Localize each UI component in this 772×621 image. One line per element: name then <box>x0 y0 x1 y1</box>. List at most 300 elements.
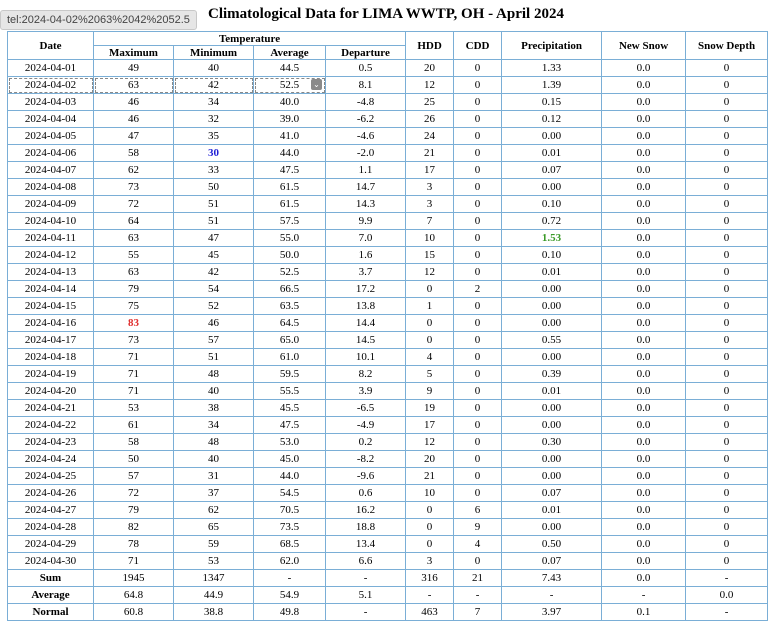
cell-date[interactable]: 2024-04-01 <box>8 60 94 77</box>
cell-minimum: 32 <box>174 111 254 128</box>
summary-cdd: 7 <box>454 604 502 621</box>
cell-cdd: 0 <box>454 179 502 196</box>
cell-average: 45.5 <box>254 400 326 417</box>
table-row <box>8 332 768 349</box>
cell-date[interactable]: 2024-04-15 <box>8 298 94 315</box>
cell-departure: 18.8 <box>326 519 406 536</box>
cell-maximum: 79 <box>94 281 174 298</box>
cell-precipitation: 0.00 <box>502 349 602 366</box>
cell-date[interactable]: 2024-04-28 <box>8 519 94 536</box>
header-maximum: Maximum <box>94 46 174 60</box>
cell-hdd: 0 <box>406 536 454 553</box>
table-row <box>8 281 768 298</box>
cell-hdd: 12 <box>406 264 454 281</box>
cell-departure: 14.3 <box>326 196 406 213</box>
header-new-snow: New Snow <box>602 32 686 60</box>
table-row <box>8 485 768 502</box>
cell-new-snow: 0.0 <box>602 298 686 315</box>
cell-hdd: 4 <box>406 349 454 366</box>
cell-new-snow: 0.0 <box>602 196 686 213</box>
cell-maximum: 63 <box>94 230 174 247</box>
cell-cdd: 4 <box>454 536 502 553</box>
cell-cdd: 0 <box>454 298 502 315</box>
cell-precipitation: 0.10 <box>502 196 602 213</box>
summary-departure: - <box>326 570 406 587</box>
table-row <box>8 94 768 111</box>
cell-cdd: 0 <box>454 94 502 111</box>
cell-precipitation: 0.30 <box>502 434 602 451</box>
cell-cdd: 0 <box>454 485 502 502</box>
cell-maximum: 55 <box>94 247 174 264</box>
cell-minimum: 47 <box>174 230 254 247</box>
table-row <box>8 111 768 128</box>
cell-new-snow: 0.0 <box>602 400 686 417</box>
cell-date[interactable]: 2024-04-02 <box>8 77 94 94</box>
cell-cdd: 6 <box>454 502 502 519</box>
cell-hdd: 3 <box>406 553 454 570</box>
cell-date[interactable]: 2024-04-04 <box>8 111 94 128</box>
cell-hdd: 26 <box>406 111 454 128</box>
cell-cdd: 2 <box>454 281 502 298</box>
cell-average: 59.5 <box>254 366 326 383</box>
cell-precipitation: 0.72 <box>502 213 602 230</box>
cell-snow-depth: 0 <box>686 366 768 383</box>
cell-snow-depth: 0 <box>686 298 768 315</box>
cell-new-snow: 0.0 <box>602 145 686 162</box>
cell-average: 61.0 <box>254 349 326 366</box>
cell-date[interactable]: 2024-04-30 <box>8 553 94 570</box>
cell-minimum: 51 <box>174 196 254 213</box>
cell-maximum: 79 <box>94 502 174 519</box>
cell-new-snow: 0.0 <box>602 434 686 451</box>
cell-cdd: 0 <box>454 417 502 434</box>
cell-cdd: 0 <box>454 247 502 264</box>
cell-precipitation: 0.00 <box>502 451 602 468</box>
cell-new-snow: 0.0 <box>602 383 686 400</box>
cell-average: 62.0 <box>254 553 326 570</box>
cell-average: 55.5 <box>254 383 326 400</box>
summary-cdd: 21 <box>454 570 502 587</box>
cell-minimum: 37 <box>174 485 254 502</box>
cell-precipitation: 0.50 <box>502 536 602 553</box>
summary-average: 49.8 <box>254 604 326 621</box>
cell-precipitation: 1.33 <box>502 60 602 77</box>
cell-snow-depth: 0 <box>686 230 768 247</box>
table-row <box>8 502 768 519</box>
table-row <box>8 536 768 553</box>
cell-hdd: 21 <box>406 468 454 485</box>
cell-departure: 8.2 <box>326 366 406 383</box>
cell-date[interactable]: 2024-04-12 <box>8 247 94 264</box>
cell-cdd: 0 <box>454 315 502 332</box>
header-precipitation: Precipitation <box>502 32 602 60</box>
cell-cdd: 0 <box>454 196 502 213</box>
cell-date[interactable]: 2024-04-03 <box>8 94 94 111</box>
cell-snow-depth: 0 <box>686 94 768 111</box>
cell-hdd: 20 <box>406 60 454 77</box>
summary-minimum: 38.8 <box>174 604 254 621</box>
cell-hdd: 0 <box>406 502 454 519</box>
cell-cdd: 0 <box>454 451 502 468</box>
cell-new-snow: 0.0 <box>602 536 686 553</box>
cell-cdd: 0 <box>454 400 502 417</box>
cell-hdd: 3 <box>406 179 454 196</box>
cell-date[interactable]: 2024-04-26 <box>8 485 94 502</box>
cell-date[interactable]: 2024-04-14 <box>8 281 94 298</box>
cell-date[interactable]: 2024-04-06 <box>8 145 94 162</box>
cell-minimum: 42 <box>174 264 254 281</box>
cell-precipitation: 0.01 <box>502 383 602 400</box>
cell-departure: -6.5 <box>326 400 406 417</box>
table-row <box>8 196 768 213</box>
cell-snow-depth: 0 <box>686 77 768 94</box>
cell-departure: 14.4 <box>326 315 406 332</box>
cell-maximum: 46 <box>94 111 174 128</box>
cell-minimum: 48 <box>174 434 254 451</box>
cell-new-snow: 0.0 <box>602 162 686 179</box>
cell-departure: 16.2 <box>326 502 406 519</box>
cell-date[interactable]: 2024-04-16 <box>8 315 94 332</box>
cell-maximum: 50 <box>94 451 174 468</box>
cell-hdd: 0 <box>406 519 454 536</box>
cell-departure: 8.1 <box>326 77 406 94</box>
cell-minimum: 35 <box>174 128 254 145</box>
cell-snow-depth: 0 <box>686 536 768 553</box>
cell-date[interactable]: 2024-04-21 <box>8 400 94 417</box>
cell-minimum: 31 <box>174 468 254 485</box>
summary-departure: - <box>326 604 406 621</box>
cell-average: 41.0 <box>254 128 326 145</box>
cell-new-snow: 0.0 <box>602 519 686 536</box>
cell-new-snow: 0.0 <box>602 451 686 468</box>
cell-cdd: 0 <box>454 77 502 94</box>
summary-snow-depth: - <box>686 604 768 621</box>
cell-average: 44.5 <box>254 60 326 77</box>
cell-new-snow: 0.0 <box>602 179 686 196</box>
cell-precipitation: 0.15 <box>502 94 602 111</box>
cell-departure: -4.6 <box>326 128 406 145</box>
summary-label: Average <box>8 587 94 604</box>
cell-maximum: 75 <box>94 298 174 315</box>
cell-average: 44.0 <box>254 145 326 162</box>
cell-hdd: 19 <box>406 400 454 417</box>
summary-precipitation: 3.97 <box>502 604 602 621</box>
cell-average: 50.0 <box>254 247 326 264</box>
cell-minimum: 65 <box>174 519 254 536</box>
cell-cdd: 0 <box>454 213 502 230</box>
cell-precipitation: 1.53 <box>502 230 602 247</box>
summary-hdd: 463 <box>406 604 454 621</box>
cell-hdd: 21 <box>406 145 454 162</box>
cell-average: 73.5 <box>254 519 326 536</box>
summary-new-snow: 0.1 <box>602 604 686 621</box>
cell-snow-depth: 0 <box>686 281 768 298</box>
cell-departure: 0.6 <box>326 485 406 502</box>
cell-maximum: 63 <box>94 264 174 281</box>
cell-new-snow: 0.0 <box>602 468 686 485</box>
header-cdd: CDD <box>454 32 502 60</box>
table-row <box>8 553 768 570</box>
cell-hdd: 7 <box>406 213 454 230</box>
cell-precipitation: 0.00 <box>502 400 602 417</box>
cell-departure: 0.2 <box>326 434 406 451</box>
header-minimum: Minimum <box>174 46 254 60</box>
cell-minimum: 38 <box>174 400 254 417</box>
summary-new-snow: 0.0 <box>602 570 686 587</box>
cell-precipitation: 1.39 <box>502 77 602 94</box>
cell-new-snow: 0.0 <box>602 553 686 570</box>
cell-average: 68.5 <box>254 536 326 553</box>
cell-maximum: 72 <box>94 485 174 502</box>
cell-cdd: 0 <box>454 349 502 366</box>
summary-average: - <box>254 570 326 587</box>
summary-precipitation: 7.43 <box>502 570 602 587</box>
cell-hdd: 20 <box>406 451 454 468</box>
cell-minimum: 33 <box>174 162 254 179</box>
cell-maximum: 71 <box>94 366 174 383</box>
table-row <box>8 451 768 468</box>
table-row <box>8 247 768 264</box>
cell-new-snow: 0.0 <box>602 77 686 94</box>
cell-snow-depth: 0 <box>686 128 768 145</box>
cell-minimum: 46 <box>174 315 254 332</box>
cell-cdd: 0 <box>454 128 502 145</box>
cell-minimum: 30 <box>174 145 254 162</box>
cell-new-snow: 0.0 <box>602 417 686 434</box>
cell-snow-depth: 0 <box>686 247 768 264</box>
cell-minimum: 48 <box>174 366 254 383</box>
cell-date[interactable]: 2024-04-17 <box>8 332 94 349</box>
cell-new-snow: 0.0 <box>602 247 686 264</box>
cell-date[interactable]: 2024-04-22 <box>8 417 94 434</box>
cell-hdd: 24 <box>406 128 454 145</box>
cell-hdd: 0 <box>406 315 454 332</box>
cell-departure: 10.1 <box>326 349 406 366</box>
cell-departure: 3.7 <box>326 264 406 281</box>
table-row <box>8 213 768 230</box>
summary-hdd: - <box>406 587 454 604</box>
cell-hdd: 17 <box>406 417 454 434</box>
cell-hdd: 0 <box>406 281 454 298</box>
cell-cdd: 0 <box>454 332 502 349</box>
cell-new-snow: 0.0 <box>602 332 686 349</box>
cell-cdd: 0 <box>454 111 502 128</box>
cell-departure: 17.2 <box>326 281 406 298</box>
cell-date[interactable]: 2024-04-09 <box>8 196 94 213</box>
cell-minimum: 62 <box>174 502 254 519</box>
cell-precipitation: 0.12 <box>502 111 602 128</box>
cell-date[interactable]: 2024-04-25 <box>8 468 94 485</box>
cell-cdd: 0 <box>454 553 502 570</box>
table-row <box>8 60 768 77</box>
cell-maximum: 49 <box>94 60 174 77</box>
header-date: Date <box>8 32 94 60</box>
cell-departure: 13.8 <box>326 298 406 315</box>
cell-maximum: 58 <box>94 434 174 451</box>
summary-minimum: 44.9 <box>174 587 254 604</box>
cell-minimum: 51 <box>174 213 254 230</box>
cell-maximum: 83 <box>94 315 174 332</box>
table-row <box>8 145 768 162</box>
cell-date[interactable]: 2024-04-19 <box>8 366 94 383</box>
cell-new-snow: 0.0 <box>602 315 686 332</box>
cell-maximum: 71 <box>94 553 174 570</box>
cell-departure: 7.0 <box>326 230 406 247</box>
cell-maximum: 82 <box>94 519 174 536</box>
header-average: Average <box>254 46 326 60</box>
table-row <box>8 162 768 179</box>
cell-precipitation: 0.00 <box>502 128 602 145</box>
cell-hdd: 1 <box>406 298 454 315</box>
cell-date[interactable]: 2024-04-05 <box>8 128 94 145</box>
cell-snow-depth: 0 <box>686 60 768 77</box>
cell-snow-depth: 0 <box>686 417 768 434</box>
cell-snow-depth: 0 <box>686 383 768 400</box>
cell-average: 63.5 <box>254 298 326 315</box>
cell-snow-depth: 0 <box>686 179 768 196</box>
cell-snow-depth: 0 <box>686 434 768 451</box>
summary-minimum: 1347 <box>174 570 254 587</box>
cell-new-snow: 0.0 <box>602 264 686 281</box>
cell-cdd: 0 <box>454 230 502 247</box>
table-row <box>8 434 768 451</box>
summary-snow-depth: - <box>686 570 768 587</box>
cell-date[interactable]: 2024-04-10 <box>8 213 94 230</box>
cell-date[interactable]: 2024-04-23 <box>8 434 94 451</box>
cell-precipitation: 0.39 <box>502 366 602 383</box>
cell-cdd: 0 <box>454 162 502 179</box>
cell-precipitation: 0.00 <box>502 468 602 485</box>
cell-precipitation: 0.01 <box>502 502 602 519</box>
cell-new-snow: 0.0 <box>602 502 686 519</box>
cell-departure: 1.1 <box>326 162 406 179</box>
cell-average: 54.5 <box>254 485 326 502</box>
summary-label: Normal <box>8 604 94 621</box>
cell-departure: 0.5 <box>326 60 406 77</box>
climate-data-table <box>7 31 768 621</box>
cell-date[interactable]: 2024-04-11 <box>8 230 94 247</box>
cell-maximum: 58 <box>94 145 174 162</box>
summary-precipitation: - <box>502 587 602 604</box>
cell-snow-depth: 0 <box>686 145 768 162</box>
cell-maximum: 71 <box>94 383 174 400</box>
cell-minimum: 54 <box>174 281 254 298</box>
cell-cdd: 9 <box>454 519 502 536</box>
cell-cdd: 0 <box>454 366 502 383</box>
cell-precipitation: 0.01 <box>502 264 602 281</box>
cell-average: 70.5 <box>254 502 326 519</box>
cell-departure: -4.8 <box>326 94 406 111</box>
cell-new-snow: 0.0 <box>602 111 686 128</box>
cell-precipitation: 0.00 <box>502 179 602 196</box>
summary-new-snow: - <box>602 587 686 604</box>
cell-average: 52.5 <box>254 264 326 281</box>
cell-departure: -9.6 <box>326 468 406 485</box>
cell-departure: 14.7 <box>326 179 406 196</box>
cell-maximum: 57 <box>94 468 174 485</box>
cell-new-snow: 0.0 <box>602 485 686 502</box>
cell-average: 44.0 <box>254 468 326 485</box>
cell-average: 57.5 <box>254 213 326 230</box>
cell-departure: 13.4 <box>326 536 406 553</box>
cell-date[interactable]: 2024-04-24 <box>8 451 94 468</box>
cell-hdd: 15 <box>406 247 454 264</box>
table-row <box>8 179 768 196</box>
header-snow-depth: Snow Depth <box>686 32 768 60</box>
table-row <box>8 298 768 315</box>
cell-new-snow: 0.0 <box>602 366 686 383</box>
table-row <box>8 519 768 536</box>
cell-minimum: 34 <box>174 94 254 111</box>
table-row <box>8 366 768 383</box>
cell-date[interactable]: 2024-04-27 <box>8 502 94 519</box>
cell-hdd: 17 <box>406 162 454 179</box>
cell-date[interactable]: 2024-04-07 <box>8 162 94 179</box>
cell-snow-depth: 0 <box>686 451 768 468</box>
cell-minimum: 59 <box>174 536 254 553</box>
cell-average: 40.0 <box>254 94 326 111</box>
summary-hdd: 316 <box>406 570 454 587</box>
chevron-down-icon[interactable]: ⌄ <box>311 79 322 90</box>
cell-snow-depth: 0 <box>686 468 768 485</box>
cell-hdd: 0 <box>406 332 454 349</box>
summary-maximum: 60.8 <box>94 604 174 621</box>
cell-maximum: 62 <box>94 162 174 179</box>
cell-average: 53.0 <box>254 434 326 451</box>
cell-minimum: 40 <box>174 383 254 400</box>
cell-minimum: 45 <box>174 247 254 264</box>
cell-hdd: 10 <box>406 485 454 502</box>
cell-date[interactable]: 2024-04-18 <box>8 349 94 366</box>
cell-snow-depth: 0 <box>686 400 768 417</box>
summary-maximum: 1945 <box>94 570 174 587</box>
header-hdd: HDD <box>406 32 454 60</box>
cell-average: 45.0 <box>254 451 326 468</box>
cell-new-snow: 0.0 <box>602 60 686 77</box>
cell-date[interactable]: 2024-04-08 <box>8 179 94 196</box>
cell-date[interactable]: 2024-04-20 <box>8 383 94 400</box>
cell-date[interactable]: 2024-04-13 <box>8 264 94 281</box>
cell-hdd: 12 <box>406 77 454 94</box>
table-row <box>8 349 768 366</box>
cell-snow-depth: 0 <box>686 519 768 536</box>
summary-row <box>8 604 768 621</box>
cell-date[interactable]: 2024-04-29 <box>8 536 94 553</box>
summary-cdd: - <box>454 587 502 604</box>
cell-new-snow: 0.0 <box>602 349 686 366</box>
cell-cdd: 0 <box>454 60 502 77</box>
cell-new-snow: 0.0 <box>602 94 686 111</box>
cell-minimum: 53 <box>174 553 254 570</box>
table-row <box>8 417 768 434</box>
cell-precipitation: 0.07 <box>502 162 602 179</box>
cell-average: 39.0 <box>254 111 326 128</box>
cell-average: 64.5 <box>254 315 326 332</box>
cell-cdd: 0 <box>454 145 502 162</box>
cell-maximum: 73 <box>94 332 174 349</box>
cell-precipitation: 0.01 <box>502 145 602 162</box>
link-tooltip: tel:2024-04-02%2063%2042%2052.5 <box>0 10 197 30</box>
cell-snow-depth: 0 <box>686 162 768 179</box>
cell-minimum: 57 <box>174 332 254 349</box>
cell-cdd: 0 <box>454 434 502 451</box>
cell-snow-depth: 0 <box>686 196 768 213</box>
cell-minimum: 51 <box>174 349 254 366</box>
header-row-1 <box>8 32 768 46</box>
cell-precipitation: 0.00 <box>502 281 602 298</box>
cell-hdd: 12 <box>406 434 454 451</box>
cell-minimum: 52 <box>174 298 254 315</box>
